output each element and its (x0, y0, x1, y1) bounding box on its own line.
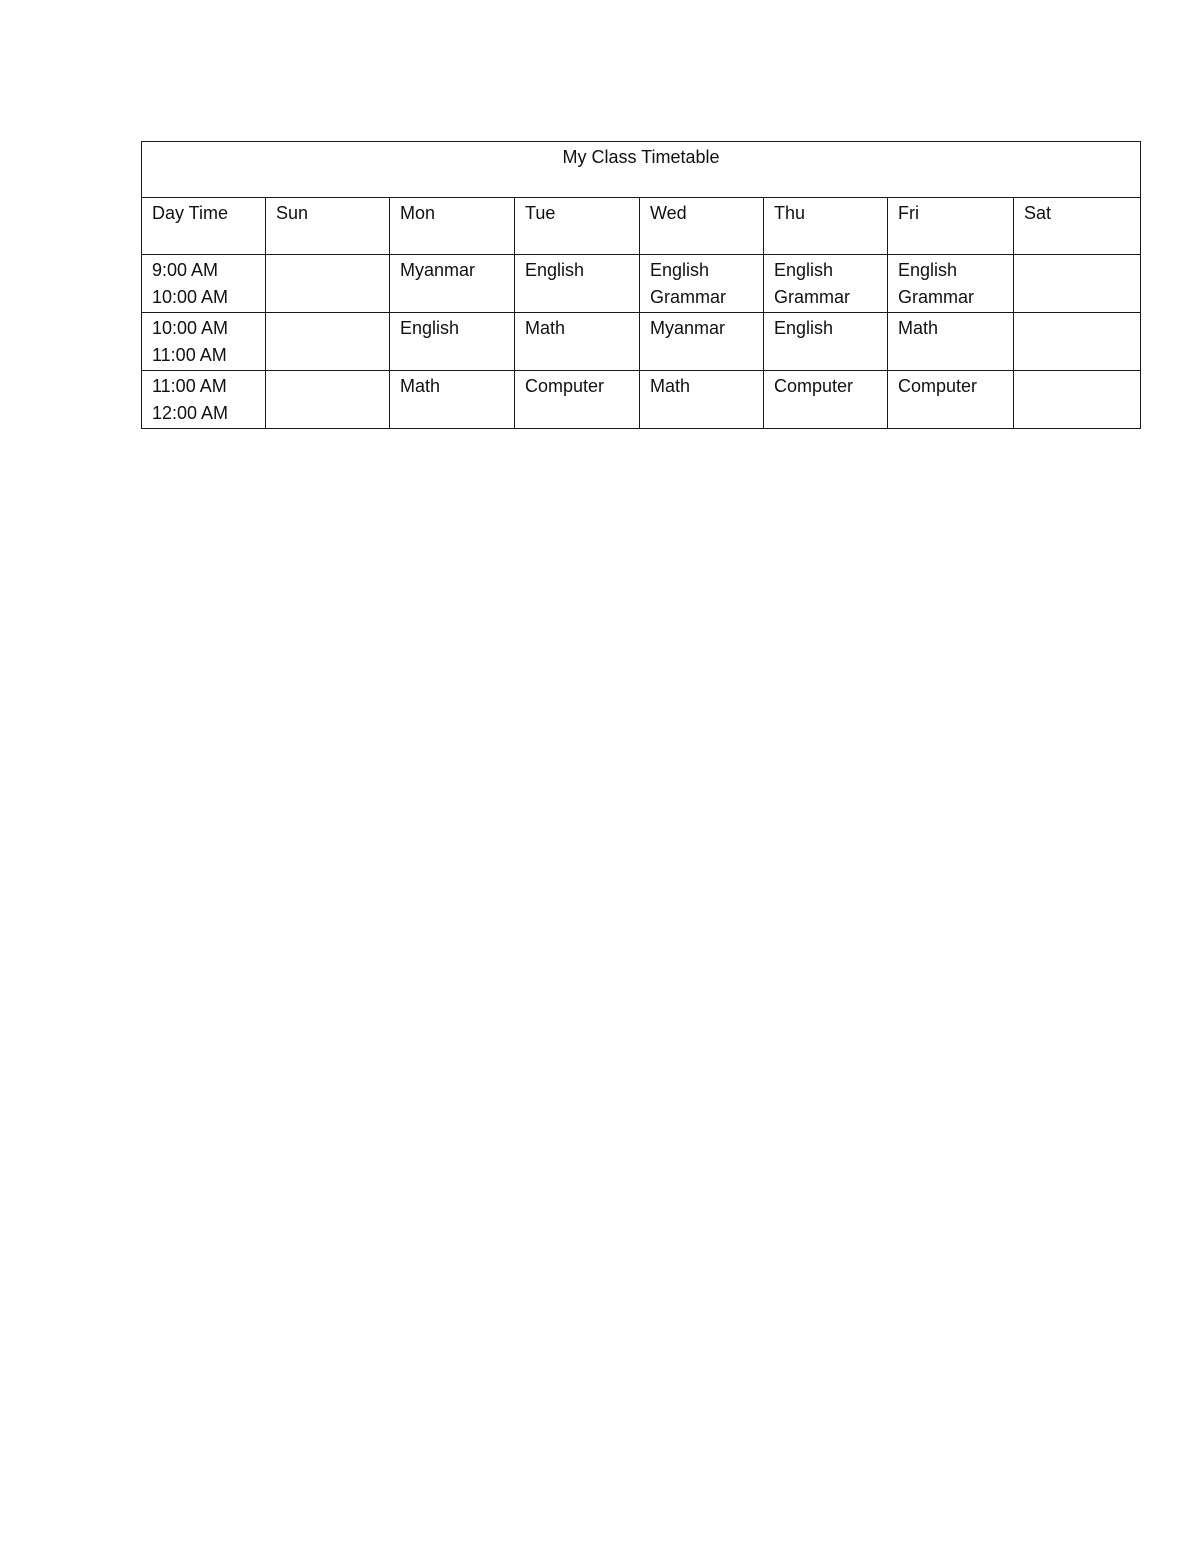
subject-text: English (774, 318, 834, 338)
subject-text: English (400, 318, 460, 338)
time-start: 9:00 AM (152, 260, 219, 280)
time-cell (142, 255, 266, 313)
subject-text: English (898, 260, 958, 280)
time-end: 10:00 AM (152, 287, 229, 307)
cell-sun (266, 313, 390, 371)
cell-mon (390, 313, 515, 371)
cell-wed (640, 255, 764, 313)
cell-sat (1014, 255, 1141, 313)
subject-text: Math (525, 318, 566, 338)
header-thu: Thu (764, 198, 888, 255)
cell-fri (888, 255, 1014, 313)
cell-fri (888, 313, 1014, 371)
header-row (142, 198, 1141, 255)
cell-tue (515, 255, 640, 313)
table-row (142, 371, 1141, 429)
cell-thu (764, 371, 888, 429)
cell-thu (764, 255, 888, 313)
subject-text: Math (898, 318, 939, 338)
subject-text: English (650, 260, 710, 280)
table-row (142, 313, 1141, 371)
timetable-title: My Class Timetable (142, 142, 1141, 198)
time-end: 11:00 AM (152, 345, 227, 365)
cell-wed (640, 313, 764, 371)
header-sat: Sat (1014, 198, 1141, 255)
cell-wed (640, 371, 764, 429)
class-timetable (141, 141, 1141, 429)
table-row (142, 255, 1141, 313)
time-end: 12:00 AM (152, 403, 229, 423)
subject-text: Computer (774, 376, 854, 396)
subject-text: English (525, 260, 585, 280)
cell-sun (266, 371, 390, 429)
cell-sat (1014, 313, 1141, 371)
title-row (142, 142, 1141, 198)
subject-text: Myanmar (650, 318, 726, 338)
header-fri: Fri (888, 198, 1014, 255)
subject-text: Math (400, 376, 441, 396)
header-day-time: Day Time (142, 198, 266, 255)
cell-thu (764, 313, 888, 371)
subject-text: English (774, 260, 834, 280)
time-start: 11:00 AM (152, 376, 227, 396)
cell-tue (515, 371, 640, 429)
subject-text: Grammar (650, 287, 726, 307)
cell-fri (888, 371, 1014, 429)
cell-sat (1014, 371, 1141, 429)
header-wed: Wed (640, 198, 764, 255)
subject-text: Grammar (898, 287, 974, 307)
subject-text: Math (650, 376, 691, 396)
header-mon: Mon (390, 198, 515, 255)
cell-sun (266, 255, 390, 313)
time-cell (142, 371, 266, 429)
subject-text: Computer (525, 376, 605, 396)
subject-text: Grammar (774, 287, 850, 307)
time-cell (142, 313, 266, 371)
cell-mon (390, 371, 515, 429)
time-start: 10:00 AM (152, 318, 229, 338)
header-sun: Sun (266, 198, 390, 255)
subject-text: Myanmar (400, 260, 476, 280)
header-tue: Tue (515, 198, 640, 255)
cell-mon (390, 255, 515, 313)
subject-text: Computer (898, 376, 978, 396)
cell-tue (515, 313, 640, 371)
